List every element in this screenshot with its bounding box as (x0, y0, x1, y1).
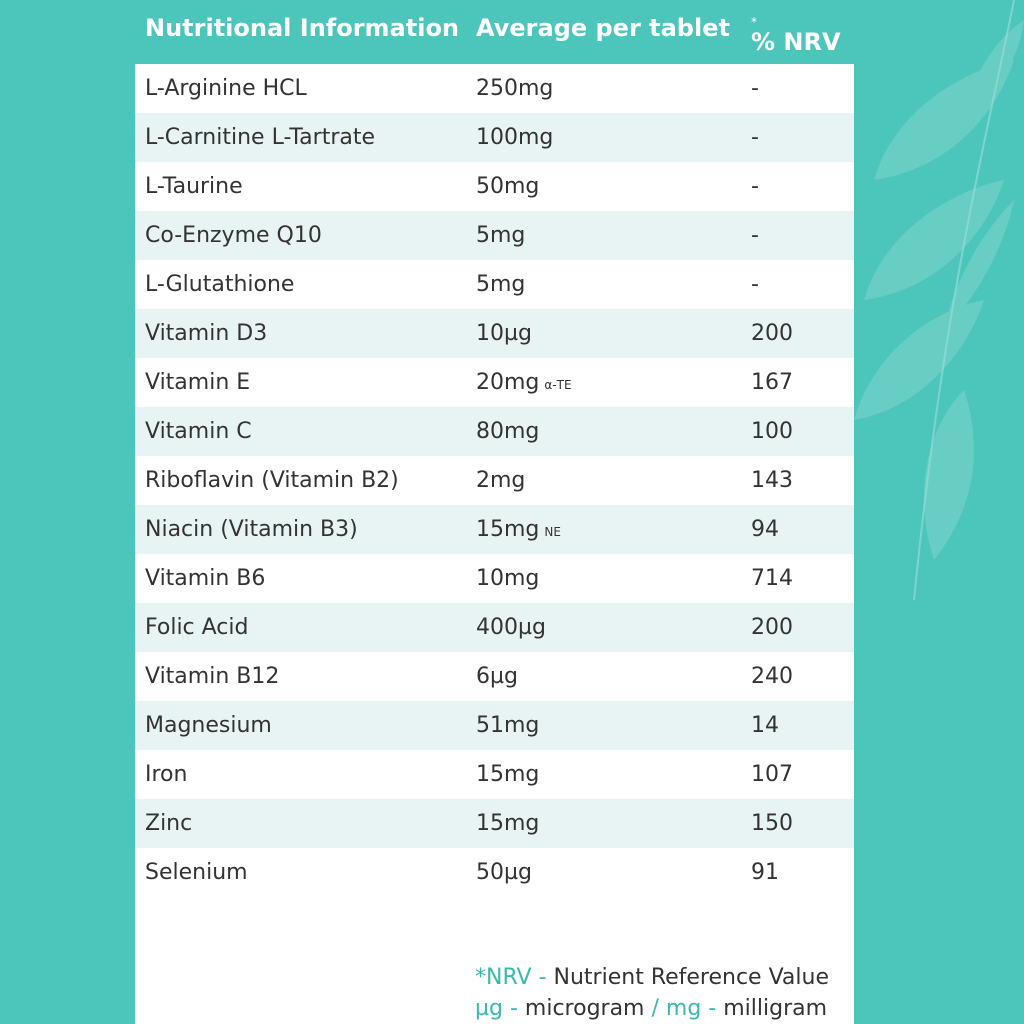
nrv-value: 94 (751, 517, 779, 542)
table-row (135, 309, 854, 358)
table-row (135, 358, 854, 407)
table-row (135, 750, 854, 799)
amount-value: 100mg (476, 125, 554, 150)
nrv-value: 91 (751, 860, 779, 885)
table-row (135, 701, 854, 750)
nutrient-name: Vitamin D3 (145, 321, 268, 346)
nutrient-name: Vitamin C (145, 419, 252, 444)
nrv-value: - (751, 272, 759, 297)
amount-value: 400µg (476, 615, 546, 640)
nrv-value: - (751, 174, 759, 199)
nutrient-amount (476, 223, 525, 248)
table-row (135, 64, 854, 113)
nutrient-amount (476, 272, 525, 297)
nutrient-amount (476, 76, 553, 101)
amount-value: 50µg (476, 860, 532, 885)
nutrient-name: Iron (145, 762, 188, 787)
table-row (135, 652, 854, 701)
nutrient-name: Co-Enzyme Q10 (145, 223, 322, 248)
amount-value: 15mg (476, 517, 540, 542)
nutrient-amount (476, 125, 553, 150)
amount-unit: NE (544, 525, 561, 539)
table-row (135, 505, 854, 554)
nutrient-name: Magnesium (145, 713, 272, 738)
nutrient-name: Vitamin B6 (145, 566, 266, 591)
nutrient-name: Vitamin B12 (145, 664, 280, 689)
nutrient-amount (476, 370, 572, 395)
nutrient-amount (476, 860, 532, 885)
nrv-value: 100 (751, 419, 793, 444)
amount-value: 51mg (476, 713, 540, 738)
table-row (135, 407, 854, 456)
legend-line-nrv: *NRV - Nutrient Reference Value (475, 965, 830, 990)
amount-value: 20mg (476, 370, 540, 395)
nutrient-name: Selenium (145, 860, 248, 885)
nutrient-amount (476, 713, 539, 738)
nrv-value: 200 (751, 615, 793, 640)
nrv-value: - (751, 223, 759, 248)
amount-value: 80mg (476, 419, 540, 444)
nutrient-amount (476, 664, 518, 689)
nrv-value: 143 (751, 468, 793, 493)
table-row (135, 799, 854, 848)
nutrient-name: Niacin (Vitamin B3) (145, 517, 358, 542)
leaf-decoration (854, 0, 1024, 600)
table-row (135, 456, 854, 505)
nutrient-name: L-Arginine HCL (145, 76, 307, 101)
amount-value: 10µg (476, 321, 532, 346)
nutrient-name: Vitamin E (145, 370, 251, 395)
legend-line-units: µg - microgram / mg - milligram (475, 996, 828, 1021)
amount-value: 2mg (476, 468, 526, 493)
amount-value: 6µg (476, 664, 518, 689)
header-nrv: % NRV * (751, 15, 841, 56)
table-row (135, 260, 854, 309)
nrv-value: 14 (751, 713, 779, 738)
nutrient-amount (476, 321, 532, 346)
nrv-value: - (751, 76, 759, 101)
nrv-value: 107 (751, 762, 793, 787)
header-nutrient: Nutritional Information (145, 14, 460, 42)
nutrient-amount (476, 174, 539, 199)
table-row (135, 848, 854, 897)
nutrient-amount (476, 615, 546, 640)
nrv-value: 150 (751, 811, 793, 836)
nrv-value: 714 (751, 566, 793, 591)
table-row (135, 113, 854, 162)
table-row (135, 554, 854, 603)
amount-value: 15mg (476, 762, 540, 787)
nrv-value: - (751, 125, 759, 150)
table-row (135, 211, 854, 260)
table-row (135, 162, 854, 211)
nutrient-amount (476, 517, 561, 542)
legend (475, 962, 829, 1024)
nutrient-name: L-Glutathione (145, 272, 295, 297)
nutrient-name: Riboflavin (Vitamin B2) (145, 468, 399, 493)
nutrient-name: L-Carnitine L-Tartrate (145, 125, 376, 150)
nutrient-amount (476, 419, 539, 444)
amount-value: 10mg (476, 566, 540, 591)
nutrient-name: Zinc (145, 811, 193, 836)
nutrient-table-body (135, 64, 854, 897)
nutrient-amount (476, 566, 539, 591)
amount-value: 15mg (476, 811, 540, 836)
nutrient-amount (476, 468, 525, 493)
amount-value: 50mg (476, 174, 540, 199)
nutrient-name: Folic Acid (145, 615, 249, 640)
nrv-asterisk: * (751, 15, 757, 29)
nrv-value: 200 (751, 321, 793, 346)
amount-value: 250mg (476, 76, 554, 101)
nutrition-panel (135, 0, 854, 1024)
amount-value: 5mg (476, 272, 526, 297)
amount-unit: α-TE (544, 378, 572, 392)
amount-value: 5mg (476, 223, 526, 248)
header-amount: Average per tablet (476, 14, 730, 42)
nutrient-name: L-Taurine (145, 174, 243, 199)
table-header (135, 0, 854, 64)
nutrient-amount (476, 762, 539, 787)
nrv-value: 240 (751, 664, 793, 689)
table-row (135, 603, 854, 652)
nutrient-amount (476, 811, 539, 836)
nrv-value: 167 (751, 370, 793, 395)
